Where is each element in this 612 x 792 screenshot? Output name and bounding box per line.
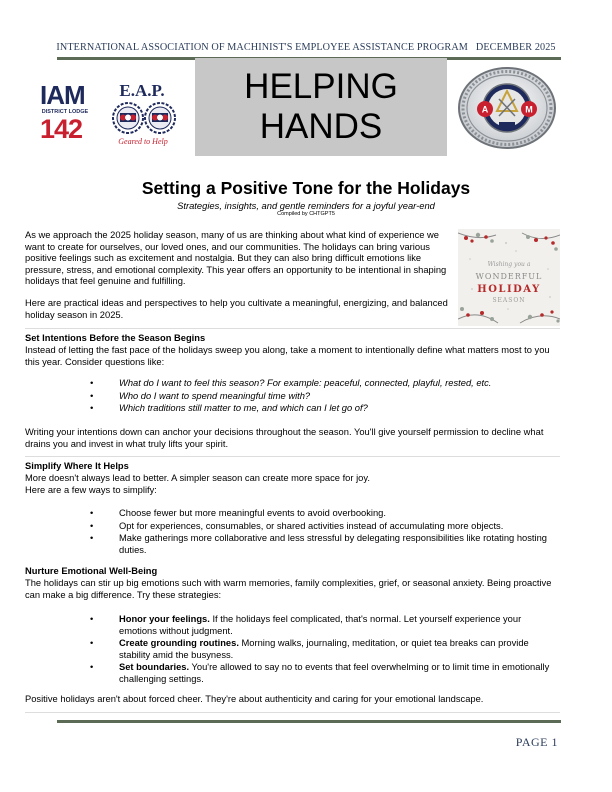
header-date: DECEMBER 2025 bbox=[475, 42, 556, 53]
newsletter-title-box bbox=[195, 58, 447, 156]
iam-lodge-number: 142 bbox=[40, 114, 83, 144]
strategy-label: Set boundaries. bbox=[119, 662, 190, 672]
section-heading-intentions: Set Intentions Before the Season Begins bbox=[25, 333, 206, 343]
intro-paragraph-2: Here are practical ideas and perspectives to help you cultivate a meaningful, energizing, and balanced holiday season in 2025. bbox=[25, 298, 448, 320]
strategy-text: Morning walks, journaling, meditation, or quiet tea breaks can provide stability amid the busyness. bbox=[119, 638, 529, 660]
iam-lodge-label: DISTRICT LODGE bbox=[41, 109, 89, 115]
iam-letters: IAM bbox=[40, 80, 85, 110]
article-subtitle: Strategies, insights, and gentle reminders for a joyful year-end bbox=[177, 200, 435, 211]
section-intentions-outro: Writing your intentions down can anchor your decisions throughout the season. You'll give yourself permission to decline what drains you and invest in what truly lifts your spirit. bbox=[25, 427, 544, 449]
svg-text:A: A bbox=[481, 104, 489, 115]
newsletter-header bbox=[0, 42, 612, 53]
section-divider bbox=[25, 456, 560, 457]
strategy-label: Create grounding routines. bbox=[119, 638, 239, 648]
section-divider bbox=[25, 712, 560, 713]
strategy-text: If the holidays feel complicated, that's normal. Let yourself experience your emotions without judgment. bbox=[119, 614, 522, 636]
simplify-list bbox=[90, 508, 560, 557]
list-item: • What do I want to feel this season? For example: peaceful, connected, playful, rested, etc. bbox=[90, 378, 560, 390]
section-intentions-intro: Instead of letting the fast pace of the holidays sweep you along, take a moment to intentionally define what matters most to you this year. Consider questions like: bbox=[25, 345, 550, 367]
list-item: • Make gatherings more collaborative and less stressful by delegating responsibilities like rotating hosting duties. bbox=[90, 533, 560, 556]
holiday-greeting-image bbox=[458, 229, 560, 326]
eap-tagline: Geared to Help bbox=[118, 137, 168, 146]
svg-text:M: M bbox=[525, 104, 533, 115]
strategy-label: Honor your feelings. bbox=[119, 614, 210, 624]
section-heading-simplify: Simplify Where It Helps bbox=[25, 461, 129, 471]
image-line-4: SEASON bbox=[492, 297, 526, 304]
list-item bbox=[90, 638, 560, 661]
image-line-1: Wishing you a bbox=[487, 261, 531, 268]
section-simplify-intro-2: Here are a few ways to simplify: bbox=[25, 485, 157, 495]
holiday-greeting-illustration bbox=[458, 229, 560, 326]
wellbeing-strategies-list bbox=[90, 614, 560, 686]
header-org: INTERNATIONAL ASSOCIATION OF MACHINIST'S EMPLOYEE ASSISTANCE PROGRAM bbox=[56, 42, 468, 53]
iam-machinists-seal-icon bbox=[455, 66, 559, 150]
section-wellbeing-intro: The holidays can stir up big emotions such with warm memories, family complexities, grief, or seasonal anxiety. Being proactive can make a big difference. Try these strategies: bbox=[25, 578, 552, 600]
footer-rule bbox=[57, 720, 561, 723]
section-wellbeing-outro: Positive holidays aren't about forced cheer. They're about authenticity and caring for your emotional landscape. bbox=[25, 694, 484, 704]
list-item bbox=[90, 614, 560, 637]
title-line-1: HELPING bbox=[244, 67, 398, 106]
iam-district-lodge-logo bbox=[40, 82, 92, 148]
eap-logo bbox=[107, 81, 181, 151]
page-number: PAGE 1 bbox=[515, 735, 558, 749]
strategy-text: You're allowed to say no to events that feel overwhelming or to limit time in emotionally challenging settings. bbox=[119, 662, 550, 684]
intentions-question-list bbox=[90, 378, 560, 416]
article-title: Setting a Positive Tone for the Holidays bbox=[141, 178, 471, 198]
compiled-by: Compiled by CHTGPT5 bbox=[277, 211, 335, 217]
list-item: • Which traditions still matter to me, and which can I let go of? bbox=[90, 403, 560, 415]
intro-paragraph-1: As we approach the 2025 holiday season, many of us are thinking about what kind of experience we want to create for ourselves, our loved ones, and our communities. The holidays can bring various positive feelings such as excitement and nostalgia. But they can also bring difficult emotions like pressure, stress, and emotional complexity. This year offers an opportunity to be intentional in shaping holidays that feel genuine and fulfilling. bbox=[25, 230, 447, 286]
section-divider bbox=[25, 328, 560, 329]
section-heading-wellbeing: Nurture Emotional Well-Being bbox=[25, 566, 158, 576]
eap-gear-icon bbox=[112, 101, 176, 135]
title-line-2: HANDS bbox=[259, 107, 383, 146]
image-line-2: WONDERFUL bbox=[475, 272, 543, 281]
image-line-3: HOLIDAY bbox=[477, 284, 541, 295]
eap-title: E.A.P. bbox=[119, 81, 165, 100]
list-item bbox=[90, 662, 560, 685]
list-item: • Opt for experiences, consumables, or shared activities instead of accumulating more objects. bbox=[90, 521, 560, 533]
list-item: • Who do I want to spend meaningful time with? bbox=[90, 391, 560, 403]
section-simplify-intro-1: More doesn't always lead to better. A simpler season can create more space for joy. bbox=[25, 473, 370, 483]
list-item: • Choose fewer but more meaningful events to avoid overbooking. bbox=[90, 508, 560, 520]
